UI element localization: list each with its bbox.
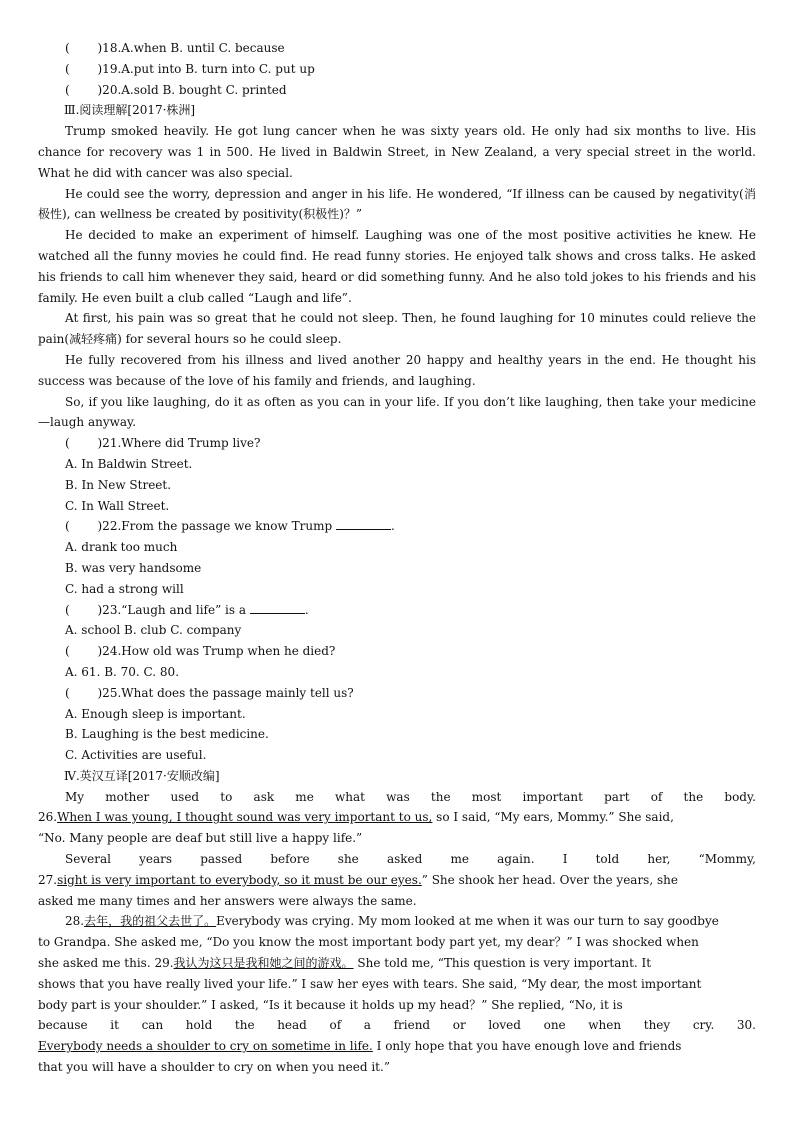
- question-option: C. had a strong will: [65, 581, 184, 596]
- question-22: [38, 516, 756, 599]
- reading-paragraph-5: He fully recovered from his illness and lived another 20 happy and healthy years in the end. He thought his success was because of the love of his family and friends, and laughing.: [38, 352, 756, 388]
- underlined-sentence-27: sight is very important to everybody, so it must be our eyes.: [57, 872, 422, 887]
- question-option: A. Enough sleep is important.: [65, 706, 246, 721]
- underlined-sentence-30: Everybody needs a shoulder to cry on sometime in life.: [38, 1039, 373, 1054]
- section-heading-translation: Ⅳ.英汉互译[2017·安顺改编]: [64, 768, 220, 783]
- question-option: B. Laughing is the best medicine.: [65, 727, 269, 742]
- document-page: [38, 38, 756, 1078]
- underlined-sentence-28: 去年，我的祖父去世了。: [84, 914, 217, 929]
- question-stem: ( )24.How old was Trump when he died?: [65, 644, 336, 659]
- translation-line: “No. Many people are deaf but still live a happy life.”: [38, 831, 363, 846]
- translation-line: body part is your shoulder.” I asked, “Is it because it holds up my head？” She replied, “No, it is: [38, 997, 623, 1012]
- question-stem-line: [38, 600, 756, 621]
- section-translation: [38, 766, 756, 1078]
- line-text: she asked me this. 29.: [38, 956, 174, 971]
- question-option: A. drank too much: [65, 540, 178, 555]
- line-text: She told me, “This question is very important. It: [353, 956, 652, 971]
- question-option: B. In New Street.: [65, 477, 172, 492]
- underlined-sentence-29: 我认为这只是我和她之间的游戏。: [173, 956, 354, 971]
- item-number: 27.: [38, 872, 58, 887]
- underlined-sentence-26: When I was young, I thought sound was very important to us,: [57, 810, 433, 825]
- question-stem: ( )21.Where did Trump live?: [65, 436, 261, 451]
- option-line-20: ( )20.A.sold B. bought C. printed: [65, 82, 287, 97]
- line-text: I only hope that you have enough love and friends: [372, 1039, 682, 1054]
- question-stem: ( )25.What does the passage mainly tell us?: [65, 685, 354, 700]
- question-option: A. school B. club C. company: [65, 623, 242, 638]
- options-block: [38, 38, 756, 100]
- translation-line: asked me many times and her answers were always the same.: [38, 893, 417, 908]
- option-line-19: ( )19.A.put into B. turn into C. put up: [65, 61, 315, 76]
- option-line-18: ( )18.A.when B. until C. because: [65, 41, 285, 55]
- question-option: A. 61. B. 70. C. 80.: [65, 664, 180, 679]
- translation-line: [38, 953, 756, 974]
- question-25: [38, 683, 756, 766]
- question-stem-line: [38, 516, 756, 537]
- translation-line: to Grandpa. She asked me, “Do you know the most important body part yet, my dear？” I was shocked when: [38, 935, 699, 950]
- item-number: 28.: [65, 914, 85, 929]
- question-23: [38, 600, 756, 642]
- question-stem: ( )23.“Laugh and life” is a: [65, 602, 250, 617]
- translation-line: Several years passed before she asked me again. I told her, “Mommy,: [65, 852, 756, 867]
- question-option: C. Activities are useful.: [65, 748, 207, 763]
- question-stem-end: .: [304, 602, 309, 617]
- answer-blank: [336, 517, 391, 530]
- reading-paragraph-3: He decided to make an experiment of himself. Laughing was one of the most positive activities he knew. He watched all the funny movies he could find. He read funny stories. He enjoyed talk shows and cross talks. He asked his friends to call him whenever they said, heard or did something funny. And he also told jokes to his friends and his family. He even built a club called “Laugh and life”.: [38, 228, 756, 305]
- question-stem: ( )22.From the passage we know Trump: [65, 519, 336, 534]
- reading-paragraph-4: At first, his pain was so great that he could not sleep. Then, he found laughing for 10 minutes could relieve the pain(减轻疼痛) for several hours so he could sleep.: [38, 311, 756, 347]
- item-number: 26.: [38, 810, 58, 825]
- translation-line: shows that you have really lived your life.” I saw her eyes with tears. She said, “My dear, the most important: [38, 976, 702, 991]
- translation-line: that you will have a shoulder to cry on when you need it.”: [38, 1060, 390, 1075]
- question-option: A. In Baldwin Street.: [65, 456, 193, 471]
- question-option: C. In Wall Street.: [65, 498, 170, 513]
- translation-line: [38, 1036, 756, 1057]
- reading-paragraph-1: Trump smoked heavily. He got lung cancer when he was sixty years old. He only had six months to live. His chance for recovery was 1 in 500. He lived in Baldwin Street, in New Zealand, a very special street in the world. What he did with cancer was also special.: [38, 124, 756, 180]
- reading-paragraph-2: He could see the worry, depression and anger in his life. He wondered, “If illness can be caused by negativity(消极性), can wellness be created by positivity(积极性)？”: [38, 186, 756, 222]
- translation-line: [38, 911, 756, 932]
- translation-line: [38, 870, 756, 891]
- line-text: so I said, “My ears, Mommy.” She said,: [432, 810, 674, 825]
- question-option: B. was very handsome: [65, 560, 202, 575]
- line-text: ” She shook her head. Over the years, she: [421, 872, 678, 887]
- section-heading-reading: Ⅲ.阅读理解[2017·株洲]: [64, 103, 196, 118]
- question-21: [38, 433, 756, 516]
- question-24: [38, 641, 756, 683]
- section-reading: [38, 100, 756, 766]
- answer-blank: [250, 601, 305, 614]
- translation-line: because it can hold the head of a friend or loved one when they cry. 30.: [38, 1018, 756, 1033]
- line-text: Everybody was crying. My mom looked at me when it was our turn to say goodbye: [216, 914, 719, 929]
- translation-line: [38, 807, 756, 828]
- question-stem-end: .: [390, 519, 395, 534]
- translation-line: My mother used to ask me what was the most important part of the body.: [65, 789, 756, 804]
- reading-paragraph-6: So, if you like laughing, do it as often as you can in your life. If you don’t like laughing, then take your medicine—laugh anyway.: [38, 394, 756, 430]
